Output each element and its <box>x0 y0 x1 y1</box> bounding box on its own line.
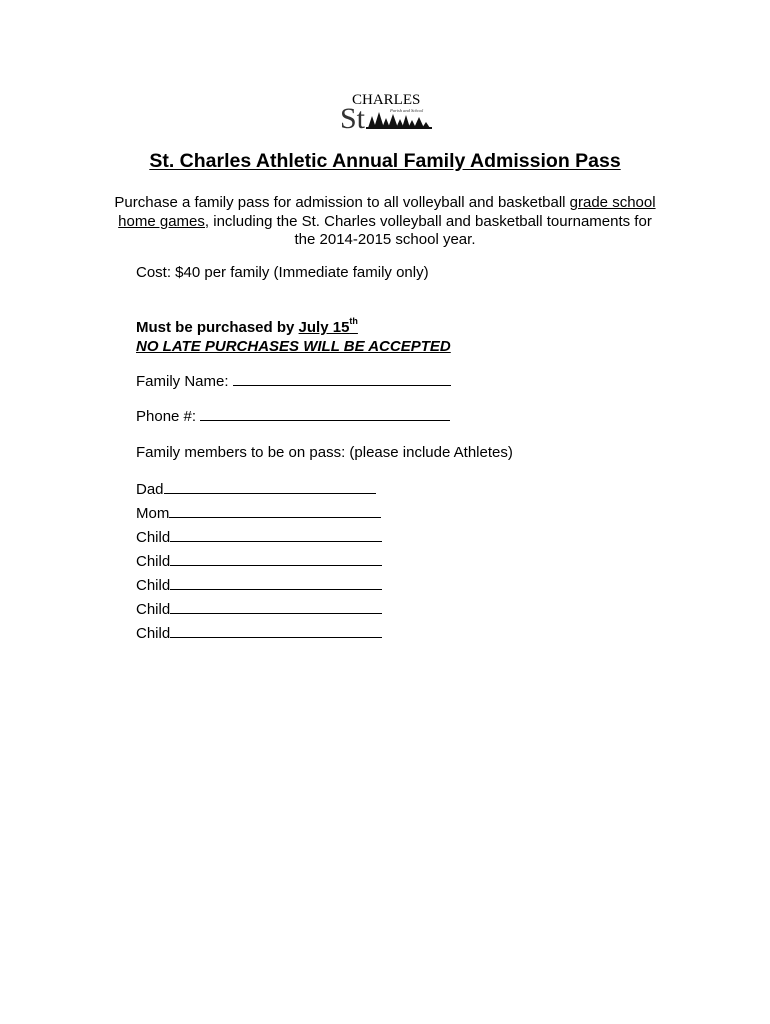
logo-sub-text: Parish and School <box>390 108 424 113</box>
member-row <box>136 505 381 522</box>
phone-field[interactable] <box>200 408 450 421</box>
member-field-child-5[interactable] <box>170 625 382 638</box>
intro-text-underlined: grade school home games, <box>118 194 656 230</box>
logo-graphic <box>338 86 438 134</box>
cost-line: Cost: $40 per family (Immediate family only) <box>136 264 429 281</box>
member-field-child-1[interactable] <box>170 529 382 542</box>
member-label: Child <box>136 577 171 594</box>
member-row <box>136 601 382 618</box>
logo-initials: St <box>340 102 366 134</box>
member-row <box>136 481 376 498</box>
member-row <box>136 577 382 594</box>
member-field-dad[interactable] <box>164 481 376 494</box>
member-label: Mom <box>136 505 170 522</box>
intro-text-part1: Purchase a family pass for admission to all volleyball and basketball <box>114 194 570 211</box>
deadline-date-suffix: th <box>349 316 358 326</box>
member-label: Child <box>136 601 171 618</box>
member-label: Dad <box>136 481 164 498</box>
member-row <box>136 553 382 570</box>
page-title: St. Charles Athletic Annual Family Admission Pass <box>149 150 621 172</box>
members-label: Family members to be on pass: (please include Athletes) <box>136 444 513 461</box>
tree-line-icon <box>366 112 432 129</box>
family-name-field[interactable] <box>233 373 451 386</box>
member-label: Child <box>136 625 171 642</box>
phone-label: Phone #: <box>136 408 197 425</box>
member-field-mom[interactable] <box>169 505 381 518</box>
deadline-line <box>136 316 358 336</box>
intro-paragraph <box>110 194 660 250</box>
family-name-label: Family Name: <box>136 373 229 390</box>
family-name-row <box>136 373 451 390</box>
phone-row <box>136 408 450 425</box>
school-logo <box>338 86 438 134</box>
member-field-child-2[interactable] <box>170 553 382 566</box>
member-label: Child <box>136 553 171 570</box>
deadline-label: Must be purchased by <box>136 319 299 336</box>
member-row <box>136 625 382 642</box>
intro-text-part2: including the St. Charles volleyball and basketball tournaments for the 2014-2015 school year. <box>209 212 652 248</box>
late-warning: NO LATE PURCHASES WILL BE ACCEPTED <box>136 338 451 355</box>
member-label: Child <box>136 529 171 546</box>
deadline-date: July 15th <box>298 316 358 336</box>
member-field-child-4[interactable] <box>170 601 382 614</box>
member-field-child-3[interactable] <box>170 577 382 590</box>
logo-main-text: CHARLES <box>352 92 421 108</box>
member-row <box>136 529 382 546</box>
